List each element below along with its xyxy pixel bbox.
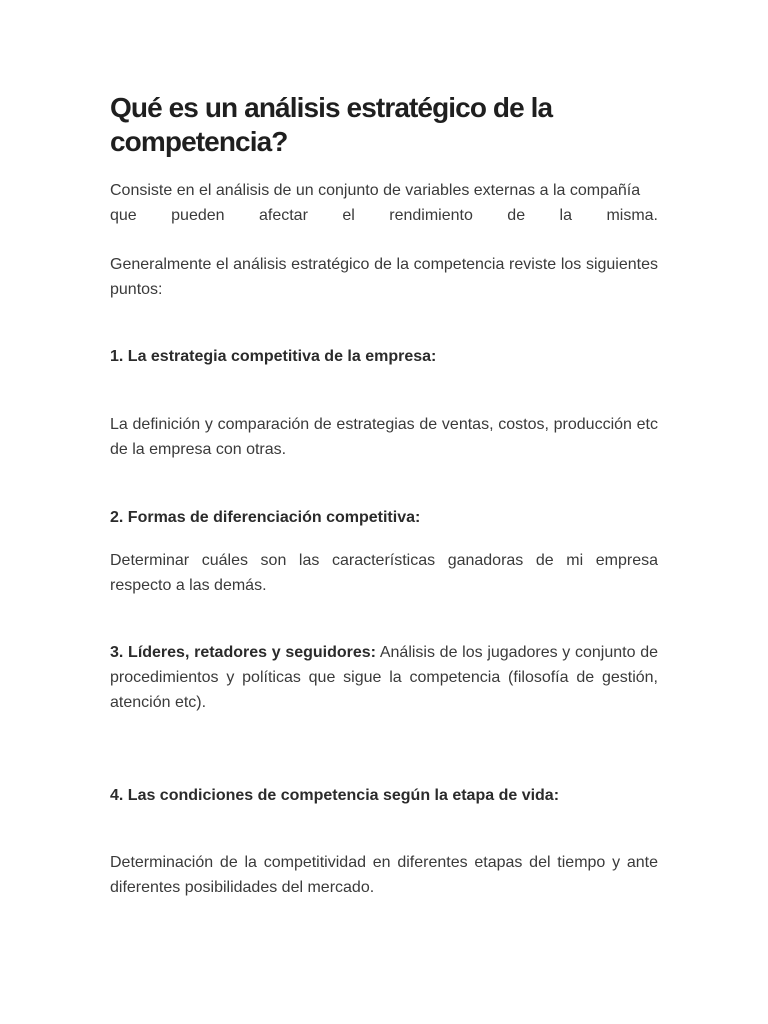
intro-paragraph bbox=[110, 178, 658, 228]
point-4-text: Determinación de la competitividad en diferentes etapas del tiempo y ante diferentes posibilidades del mercado. bbox=[110, 854, 658, 896]
point-1-text: La definición y comparación de estrategias de ventas, costos, producción etc de la empresa con otras. bbox=[110, 416, 658, 458]
intro-line-2: que pueden afectar el rendimiento de la misma. bbox=[110, 207, 658, 224]
page-title: Qué es un análisis estratégico de la competencia? bbox=[110, 92, 553, 157]
point-2-heading: 2. Formas de diferenciación competitiva: bbox=[110, 509, 421, 526]
point-4-heading: 4. Las condiciones de competencia según la etapa de vida: bbox=[110, 787, 560, 804]
point-2-text: Determinar cuáles son las características ganadoras de mi empresa respecto a las demás. bbox=[110, 552, 658, 594]
point-1-heading: 1. La estrategia competitiva de la empresa: bbox=[110, 348, 437, 365]
intro-line-1: Consiste en el análisis de un conjunto de variables externas a la compañía bbox=[110, 182, 641, 199]
general-paragraph: Generalmente el análisis estratégico de la competencia reviste los siguientes puntos: bbox=[110, 256, 658, 298]
point-3-heading: 3. Líderes, retadores y seguidores: bbox=[110, 644, 377, 661]
point-3-paragraph bbox=[110, 640, 658, 715]
point-3-text: Análisis de los jugadores y conjunto de procedimientos y políticas que sigue la competencia (filosofía de gestión, atención etc). bbox=[110, 644, 658, 711]
